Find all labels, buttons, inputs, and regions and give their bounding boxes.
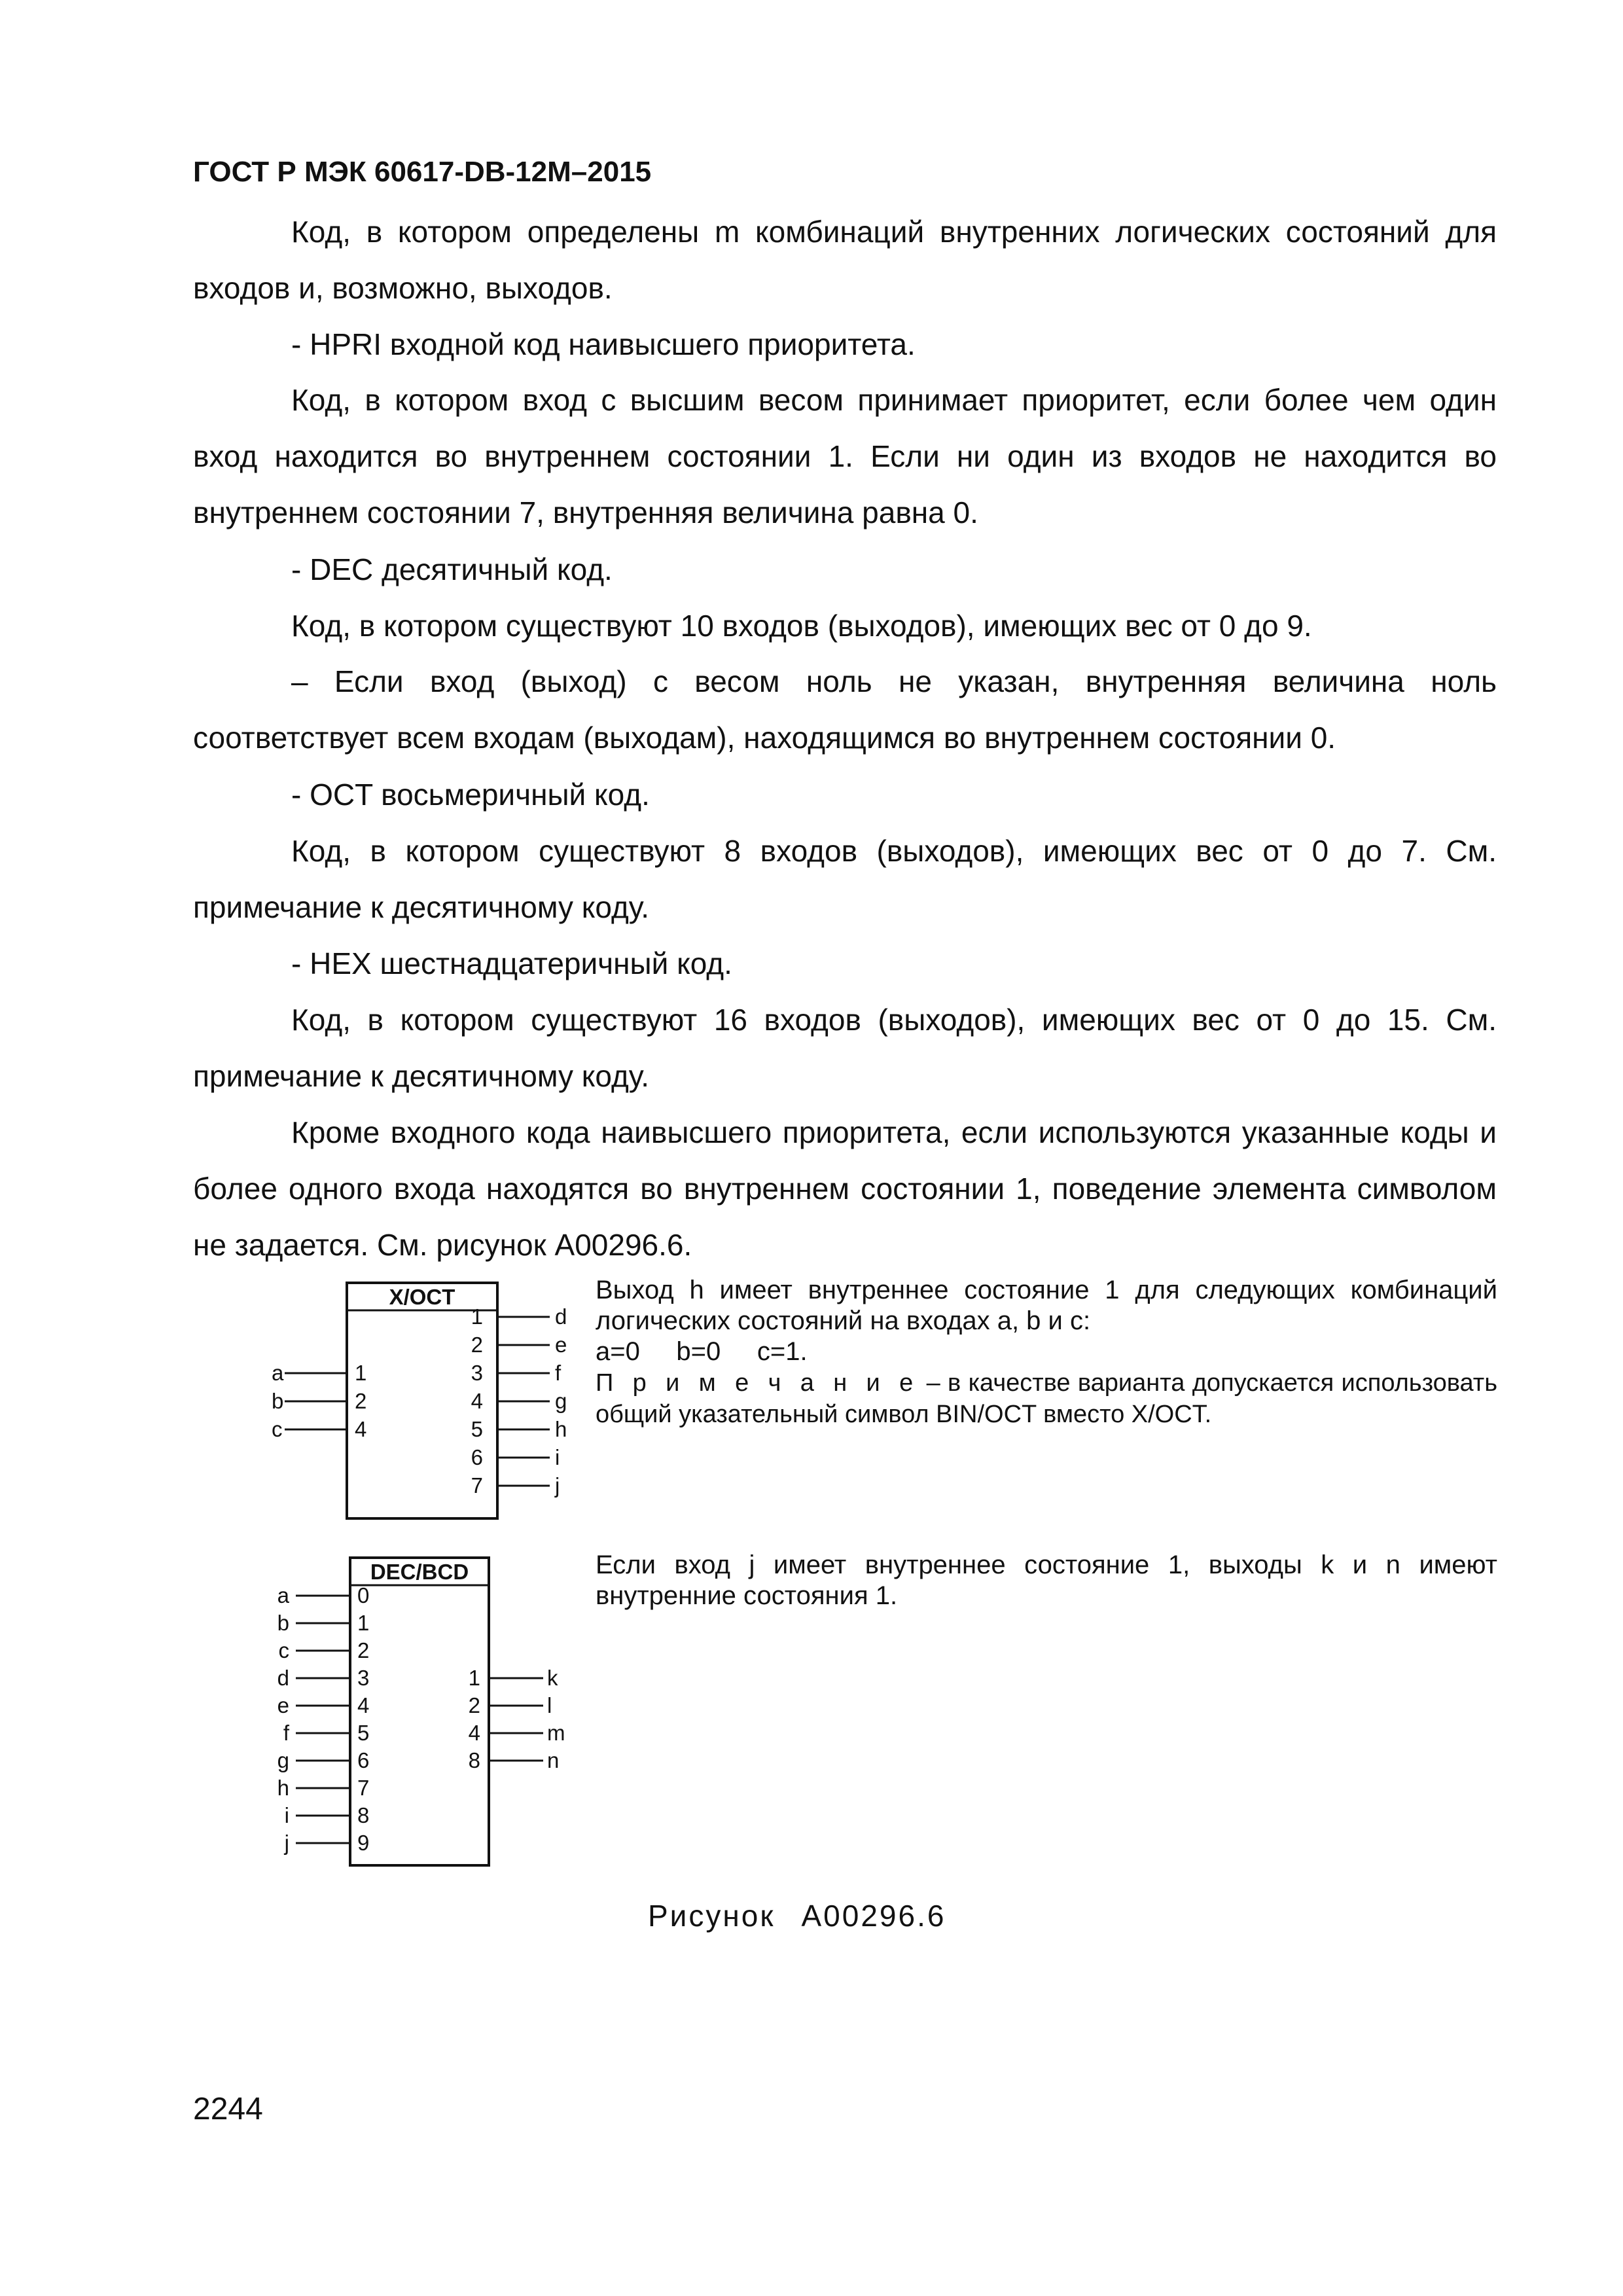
xoct-description [596, 1275, 1497, 1430]
dec-output-name: n [547, 1748, 560, 1772]
xoct-input-name: b [272, 1389, 284, 1413]
xoct-input-weight: 2 [355, 1389, 367, 1413]
caption-id: A00296.6 [801, 1899, 946, 1933]
dec-input-num: 1 [357, 1611, 370, 1635]
dec-input-num: 2 [357, 1638, 370, 1662]
xoct-output-num: 4 [471, 1389, 483, 1413]
paragraph: - OCT восьмеричный код. [291, 778, 650, 812]
dec-input-num: 8 [357, 1803, 370, 1827]
caption-word: Рисунок [648, 1899, 776, 1933]
xoct-output-name: d [555, 1304, 567, 1329]
dec-input-name: i [284, 1803, 289, 1827]
dec-input-name: f [283, 1721, 289, 1745]
paragraph: Код, в котором существуют 8 входов (выходов), имеющих вес от 0 до 7. См. примечание к десятичному коду. [193, 834, 1497, 924]
dec-input-num: 5 [357, 1721, 370, 1745]
dec-input-num: 6 [357, 1748, 370, 1772]
dec-input-name: g [277, 1748, 289, 1772]
xoct-input-weight: 4 [355, 1417, 367, 1441]
paragraph: – Если вход (выход) с весом ноль не указан, внутренняя величина ноль соответствует всем входам (выходам), находящимся во внутреннем состоянии 0. [193, 664, 1497, 755]
dec-output-num: 8 [468, 1748, 480, 1772]
note-text: – в качестве варианта допускается использовать общий указательный символ BIN/OCT вместо X/OCT. [596, 1369, 1497, 1428]
dec-input-name: a [277, 1583, 289, 1607]
xoct-output-name: i [555, 1445, 560, 1469]
decbcd-symbol [262, 1551, 589, 1872]
paragraph: Кроме входного кода наивысшего приоритета, если используются указанные коды и более одного входа находятся во внутреннем состоянии 1, поведение элемента символом не задается. См. рисунок A00296.6. [193, 1115, 1497, 1262]
dec-output-num: 1 [468, 1666, 480, 1690]
dec-input-name: d [277, 1666, 289, 1690]
xoct-output-num: 2 [471, 1333, 483, 1357]
paragraph: Код, в котором вход с высшим весом принимает приоритет, если более чем один вход находится во внутреннем состоянии 1. Если ни один из входов не находится во внутреннем состоянии 7, внутренняя величина равна 0. [193, 383, 1497, 529]
xoct-output-name: j [555, 1473, 560, 1498]
dec-output-num: 2 [468, 1693, 480, 1717]
xoct-title: X/OCT [389, 1285, 455, 1309]
decbcd-description: Если вход j имеет внутреннее состояние 1, выходы k и n имеют внутренние состояния 1. [596, 1551, 1497, 1610]
dec-input-num: 9 [357, 1831, 370, 1855]
dec-input-name: e [277, 1693, 289, 1717]
xoct-output-name: e [555, 1333, 567, 1357]
xoct-input-weight: 1 [355, 1361, 367, 1385]
dec-input-name: c [278, 1638, 289, 1662]
xoct-output-num: 5 [471, 1417, 483, 1441]
dec-output-name: k [547, 1666, 558, 1690]
xoct-description-text: Выход h имеет внутреннее состояние 1 для следующих комбинаций логических состояний на входах a, b и c: [596, 1276, 1497, 1335]
xoct-output-num: 7 [471, 1473, 483, 1498]
decbcd-title: DEC/BCD [370, 1560, 469, 1584]
paragraph: Код, в котором существуют 16 входов (выходов), имеющих вес от 0 до 15. См. примечание к десятичному коду. [193, 1003, 1497, 1093]
dec-input-num: 0 [357, 1583, 370, 1607]
xoct-output-num: 1 [471, 1304, 483, 1329]
xoct-values: a=0 b=0 c=1. [596, 1337, 808, 1366]
dec-input-name: j [284, 1831, 289, 1855]
dec-output-name: m [547, 1721, 565, 1745]
paragraph: Код, в котором существуют 10 входов (выходов), имеющих вес от 0 до 9. [291, 609, 1312, 643]
dec-input-num: 3 [357, 1666, 370, 1690]
xoct-output-num: 6 [471, 1445, 483, 1469]
dec-output-num: 4 [468, 1721, 480, 1745]
dec-input-name: b [277, 1611, 289, 1635]
xoct-output-name: g [555, 1389, 567, 1413]
dec-input-num: 7 [357, 1776, 370, 1800]
page-number: 2244 [193, 2092, 263, 2126]
dec-output-name: l [547, 1693, 552, 1717]
dec-input-name: h [277, 1776, 289, 1800]
xoct-input-name: a [272, 1361, 284, 1385]
dec-input-num: 4 [357, 1693, 370, 1717]
xoct-output-num: 3 [471, 1361, 483, 1385]
xoct-symbol [262, 1276, 589, 1525]
note-label: П р и м е ч а н и е [596, 1369, 919, 1397]
xoct-input-name: c [272, 1417, 283, 1441]
paragraph: - HPRI входной код наивысшего приоритета. [291, 327, 916, 361]
paragraph: - HEX шестнадцатеричный код. [291, 946, 732, 980]
document-header: ГОСТ Р МЭК 60617-DB-12M–2015 [193, 156, 652, 188]
figure-caption [648, 1898, 946, 1933]
paragraph: Код, в котором определены m комбинаций внутренних логических состояний для входов и, возможно, выходов. [193, 215, 1497, 305]
xoct-output-name: h [555, 1417, 567, 1441]
paragraph: - DEC десятичный код. [291, 552, 613, 586]
xoct-output-name: f [555, 1361, 562, 1385]
